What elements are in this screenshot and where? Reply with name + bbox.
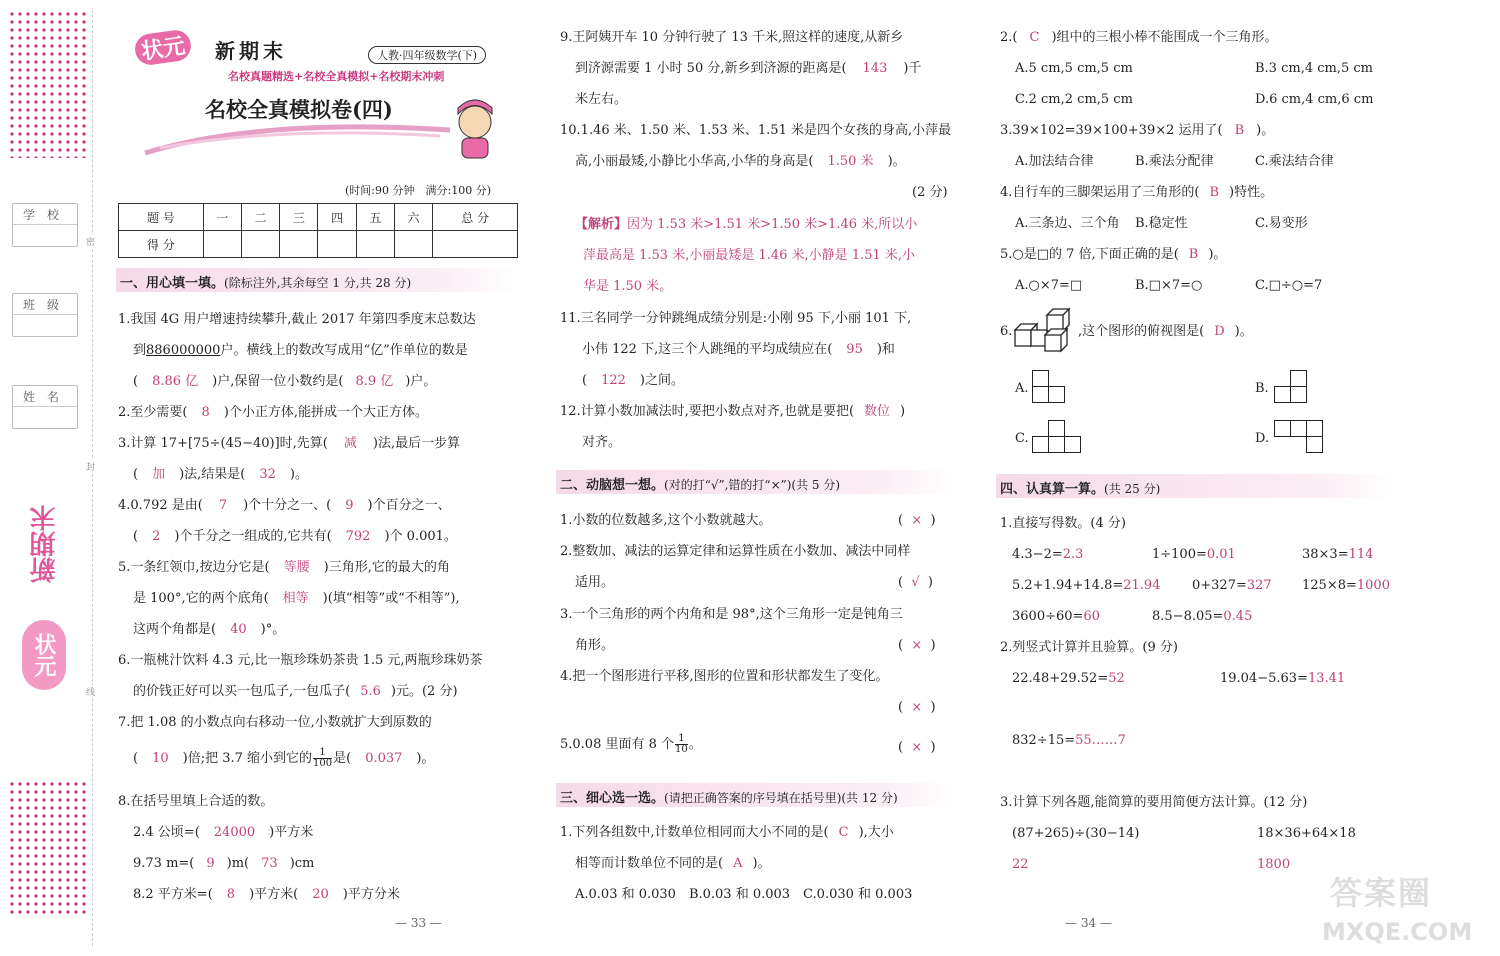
q5-line: 这两个角都是( 40 )°。	[133, 622, 286, 637]
section-2-header: 二、动脑想一想。(对的打“√”,错的打“×”)(共 5 分)	[556, 470, 958, 494]
dot-pattern-bottom	[8, 780, 90, 915]
judge-mark[interactable]: ( × )	[898, 638, 936, 653]
judge-mark[interactable]: ( × )	[898, 513, 936, 528]
score-input[interactable]	[356, 231, 394, 258]
section-3-header: 三、细心选一选。(请把正确答案的序号填在括号里)(共 12 分)	[556, 783, 958, 807]
calc-answer: 1800	[1257, 857, 1291, 872]
score-table	[118, 203, 518, 258]
q10-line: 10.1.46 米、1.50 米、1.53 米、1.51 米是四个女孩的身高,小萍最	[560, 123, 952, 138]
score-cell: 五	[356, 204, 394, 231]
r-q2-opt: A.5 cm,5 cm,5 cm	[1015, 61, 1133, 76]
q9-line: 到济源需要 1 小时 50 分,新乡到济源的距离是( 143 )千	[575, 61, 922, 76]
mascot-icon	[440, 92, 510, 162]
r-q2: 2.( C )组中的三根小棒不能围成一个三角形。	[1000, 30, 1278, 45]
q10-score: (2 分)	[912, 185, 948, 200]
calc-item: 19.04−5.63=13.41	[1220, 671, 1346, 686]
calc-item: 22.48+29.52=52	[1012, 671, 1125, 686]
q2-line: 2.至少需要( 8 )个小正方体,能拼成一个大正方体。	[118, 405, 428, 420]
r-q4-opt: B.稳定性	[1135, 216, 1188, 231]
calc-answer: 22	[1012, 857, 1029, 872]
score-cell: 四	[318, 204, 356, 231]
r-q4-opt: C.易变形	[1255, 216, 1308, 231]
cut-mark-mi: 密	[86, 235, 95, 248]
judge-item: 适用。	[575, 575, 615, 590]
calc-item: 0+327=327	[1192, 578, 1272, 593]
score-cell: 题 号	[119, 204, 204, 231]
calc-item: 3600÷60=60	[1012, 609, 1100, 624]
score-input[interactable]	[433, 231, 518, 258]
q10-line: 高,小丽最矮,小静比小华高,小华的身高是( 1.50 米 )。	[575, 154, 906, 169]
time-info: (时间:90 分钟 满分:100 分)	[345, 184, 491, 197]
score-cell: 六	[394, 204, 432, 231]
judge-item: 5.0.08 里面有 8 个 $\frac{1}{10}$ 。	[560, 733, 702, 755]
r-q5-opt: B.□×7=○	[1135, 278, 1203, 293]
title-swoosh	[140, 118, 460, 158]
exam-title: 名校全真模拟卷(四)	[205, 97, 393, 122]
calc1-title: 1.直接写得数。(4 分)	[1000, 516, 1126, 531]
q5-line: 是 100°,它的两个底角( 相等 )(填“相等”或“不相等”),	[133, 591, 460, 606]
calc2-title: 2.列竖式计算并且验算。(9 分)	[1000, 640, 1178, 655]
r-q6-num: 6.	[1000, 324, 1013, 339]
judge-item: 4.把一个图形进行平移,图形的位置和形状都发生了变化。	[560, 669, 889, 684]
q7-line: 7.把 1.08 的小数点向右移动一位,小数就扩大到原数的	[118, 715, 432, 730]
watermark-cn: 答案圈	[1330, 874, 1433, 912]
slogan: 名校真题精选+名校全真模拟+名校期末冲刺	[228, 70, 445, 83]
r-q2-opt: C.2 cm,2 cm,5 cm	[1015, 92, 1133, 107]
score-cell: 得 分	[119, 231, 204, 258]
q5-line: 5.一条红领巾,按边分它是( 等腰 )三角形,它的最大的角	[118, 560, 450, 575]
class-field[interactable]: 班级	[12, 293, 78, 337]
q1-line: 到886000000户。横线上的数改写成用“亿”作单位的数是	[133, 343, 468, 358]
analysis-line: 【解析】因为 1.53 米>1.51 米>1.50 米>1.46 米,所以小	[575, 217, 918, 232]
q8-line: 9.73 m=( 9 )m( 73 )cm	[133, 856, 315, 871]
r-q3-opt: B.乘法分配律	[1135, 154, 1214, 169]
judge-item: 角形。	[575, 638, 615, 653]
q11-line: 11.三名同学一分钟跳绳成绩分别是:小刚 95 下,小丽 101 下,	[560, 311, 912, 326]
vertical-brand: 新期末	[30, 505, 60, 583]
score-cell: 三	[280, 204, 318, 231]
q11-line: ( 122 )之间。	[582, 373, 684, 388]
q9-line: 9.王阿姨开车 10 分钟行驶了 13 千米,照这样的速度,从新乡	[560, 30, 904, 45]
r-q3-opt: A.加法结合律	[1015, 154, 1094, 169]
page-number-right: — 34 —	[1065, 916, 1112, 930]
r-q5-opt: C.□÷○=7	[1255, 278, 1323, 293]
r-q4: 4.自行车的三脚架运用了三角形的( B )特性。	[1000, 185, 1274, 200]
calc-item: 832÷15=55……7	[1012, 733, 1126, 748]
r-q4-opt: A.三条边、三个角	[1015, 216, 1120, 231]
cut-mark-feng: 封	[86, 460, 95, 473]
choice-options: A.0.03 和 0.030 B.0.03 和 0.003 C.0.030 和 0.003	[575, 887, 913, 902]
score-input[interactable]	[394, 231, 432, 258]
series-name: 新期末	[215, 39, 287, 63]
calc-item: 18×36+64×18	[1257, 826, 1356, 841]
r-q5-opt: A.○×7=□	[1015, 278, 1083, 293]
judge-item: 2.整数加、减法的运算定律和运算性质在小数加、减法中同样	[560, 544, 911, 559]
calc-item: 5.2+1.94+14.8=21.94	[1012, 578, 1161, 593]
dot-pattern-top	[8, 10, 90, 158]
q11-line: 小伟 122 下,这三个人跳绳的平均成绩应在( 95 )和	[582, 342, 895, 357]
r-q6-opt: B.	[1255, 381, 1269, 396]
calc3-title: 3.计算下列各题,能简算的要用简便方法计算。(12 分)	[1000, 795, 1308, 810]
q4-line: 4.0.792 是由( 7 )个十分之一、( 9 )个百分之一、	[118, 498, 451, 513]
judge-mark[interactable]: ( √ )	[898, 575, 933, 590]
judge-mark[interactable]: ( × )	[898, 740, 936, 755]
r-q6-opt: D.	[1255, 431, 1270, 446]
score-cell: 一	[203, 204, 241, 231]
r-q5: 5.○是□的 7 倍,下面正确的是( B )。	[1000, 247, 1227, 262]
judge-item: 1.小数的位数越多,这个小数就越大。	[560, 513, 772, 528]
q4-line: ( 2 )个千分之一组成的,它共有( 792 )个 0.001。	[133, 529, 457, 544]
cut-line	[92, 10, 93, 946]
page-number-left: — 33 —	[395, 916, 442, 930]
r-q3-opt: C.乘法结合律	[1255, 154, 1334, 169]
choice-line: 1.下列各组数中,计数单位相同而大小不同的是( C ),大小	[560, 825, 894, 840]
grade-badge: 人教·四年级数学(下)	[368, 46, 486, 64]
r-q6-opt: A.	[1015, 381, 1029, 396]
calc-item: 38×3=114	[1302, 547, 1374, 562]
r-q2-opt: D.6 cm,4 cm,6 cm	[1255, 92, 1374, 107]
judge-mark[interactable]: ( × )	[898, 700, 936, 715]
q8-line: 8.在括号里填上合适的数。	[118, 794, 274, 809]
judge-item: 3.一个三角形的两个内角和是 98°,这个三角形一定是钝角三	[560, 607, 903, 622]
section-1-header: 一、用心填一填。(除标注外,其余每空 1 分,共 28 分)	[116, 268, 518, 292]
q12-line: 对齐。	[582, 435, 622, 450]
q1-line: 1.我国 4G 用户增速持续攀升,截止 2017 年第四季度末总数达	[118, 312, 476, 327]
q1-line: ( 8.86 亿 )户,保留一位小数约是( 8.9 亿 )户。	[133, 374, 437, 389]
q12-line: 12.计算小数加减法时,要把小数点对齐,也就是要把( 数位 )	[560, 404, 906, 419]
analysis-line: 华是 1.50 米。	[583, 279, 673, 294]
score-input[interactable]	[280, 231, 318, 258]
r-q6: ,这个图形的俯视图是( D )。	[1078, 324, 1253, 339]
score-input[interactable]	[241, 231, 279, 258]
watermark-en: MXQE.COM	[1322, 918, 1473, 946]
r-q3: 3.39×102=39×100+39×2 运用了( B )。	[1000, 123, 1275, 138]
score-input[interactable]	[203, 231, 241, 258]
analysis-line: 萍最高是 1.53 米,小丽最矮是 1.46 米,小静是 1.51 米,小	[583, 248, 916, 263]
calc-item: (87+265)÷(30−14)	[1012, 826, 1140, 841]
q7-line: ( 10 )倍;把 3.7 缩小到它的 $\frac{1}{100}$ 是( 0.037 )。	[133, 747, 435, 769]
score-cell: 总 分	[433, 204, 518, 231]
calc-item: 125×8=1000	[1302, 578, 1390, 593]
cube-figure-icon	[1012, 305, 1078, 355]
school-field[interactable]: 学校	[12, 203, 78, 247]
calc-item: 4.3−2=2.3	[1012, 547, 1084, 562]
q6-line: 6.一瓶桃汁饮料 4.3 元,比一瓶珍珠奶茶贵 1.5 元,两瓶珍珠奶茶	[118, 653, 483, 668]
choice-line: 相等而计数单位不同的是( A )。	[575, 856, 771, 871]
q3-line: ( 加 )法,结果是( 32 )。	[133, 467, 308, 482]
score-cell: 二	[241, 204, 279, 231]
vertical-logo: 状元	[22, 620, 66, 690]
score-input[interactable]	[318, 231, 356, 258]
q8-line: 2.4 公顷=( 24000 )平方米	[133, 825, 314, 840]
calc-item: 8.5−8.05=0.45	[1152, 609, 1253, 624]
name-field[interactable]: 姓名	[12, 385, 78, 429]
calc-item: 1÷100=0.01	[1152, 547, 1236, 562]
q3-line: 3.计算 17+[75÷(45−40)]时,先算( 减 )法,最后一步算	[118, 436, 461, 451]
q8-line: 8.2 平方米=( 8 )平方米( 20 )平方分米	[133, 887, 400, 902]
r-q6-opt: C.	[1015, 431, 1029, 446]
section-4-header: 四、认真算一算。(共 25 分)	[996, 474, 1396, 498]
cut-mark-xian: 线	[86, 685, 95, 698]
q6-line: 的价钱正好可以买一包瓜子,一包瓜子( 5.6 )元。(2 分)	[133, 684, 458, 699]
brand-logo: 状元	[133, 28, 193, 66]
r-q2-opt: B.3 cm,4 cm,5 cm	[1255, 61, 1373, 76]
q9-line: 米左右。	[575, 92, 628, 107]
